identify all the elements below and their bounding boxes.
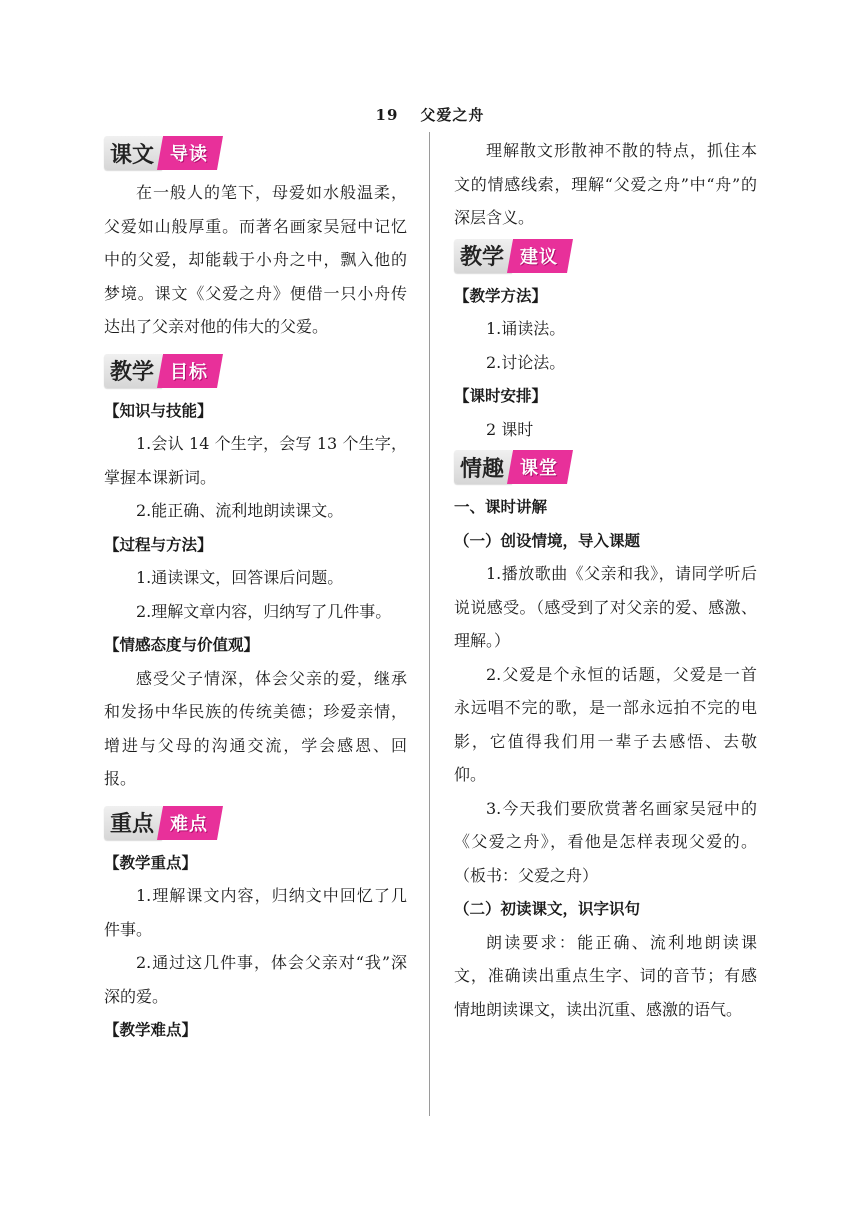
- method-item: 2.讨论法。: [486, 352, 566, 372]
- method-item: 1.诵读法。: [486, 319, 566, 338]
- badge-gray-label: 教学: [104, 354, 162, 388]
- difficulty-heading: 【教学难点】: [104, 1020, 198, 1039]
- badge-gray-label: 情趣: [454, 450, 512, 484]
- key-item: 2.通过这几件事，体会父亲对“我”深深的爱。: [104, 953, 407, 1006]
- section-heading: 一、课时讲解: [454, 497, 548, 516]
- badge-pink-label: 导读: [157, 136, 223, 170]
- badge-pink-label: 目标: [157, 354, 223, 388]
- badge-teaching-suggestion: [454, 239, 757, 273]
- badge-gray-label: 重点: [104, 806, 162, 840]
- schedule-value: 2 课时: [486, 419, 534, 439]
- step-paragraph: 1.播放歌曲《父亲和我》，请同学听后说说感受。（感受到了对父亲的爱、感激、理解。）: [454, 564, 757, 650]
- step-paragraph: 2.父爱是个永恒的话题，父爱是一首永远唱不完的歌，是一部永远拍不完的电影，它值得我们用一辈子去感悟、去敬仰。: [454, 664, 757, 784]
- badge-interesting-class: [454, 450, 757, 484]
- lesson-title: 父爱之舟: [420, 106, 485, 124]
- step-paragraph: 朗读要求：能正确、流利地朗读课文，准确读出重点生字、词的音节；有感情地朗读课文，读出沉重、感激的语气。: [454, 932, 757, 1019]
- step-heading: （二）初读课文，识字识句: [454, 899, 641, 918]
- badge-gray-label: 课文: [104, 136, 162, 170]
- guide-paragraph: 在一般人的笔下，母爱如水般温柔，父爱如山般厚重。而著名画家吴冠中记忆中的父爱，却能载于小舟之中，飘入他的梦境。课文《父爱之舟》便借一只小舟传达出了父亲对他的伟大的父爱。: [104, 183, 407, 336]
- method-heading: 【教学方法】: [454, 285, 548, 305]
- badge-teaching-goals: [104, 354, 407, 388]
- process-item: 1.通读课文，回答课后问题。: [136, 568, 344, 587]
- emotion-heading: 【情感态度与价值观】: [104, 635, 260, 654]
- lesson-number: 19: [375, 106, 399, 124]
- badge-text-guide: [104, 136, 407, 170]
- emotion-paragraph: 感受父子情深，体会父亲的爱，继承和发扬中华民族的传统美德；珍爱亲情，增进与父母的沟通交流，学会感恩、回报。: [104, 668, 407, 788]
- difficulty-paragraph: 理解散文形散神不散的特点，抓住本文的情感线索，理解“父爱之舟”中“舟”的深层含义。: [454, 141, 757, 227]
- column-divider: [429, 132, 430, 1116]
- step-paragraph: 3.今天我们要欣赏著名画家吴冠中的《父爱之舟》，看他是怎样表现父爱的。（板书：父爱之舟）: [454, 798, 757, 885]
- badge-pink-label: 难点: [157, 806, 223, 840]
- badge-gray-label: 教学: [454, 239, 512, 273]
- badge-key-difficult: [104, 806, 407, 840]
- key-heading: 【教学重点】: [104, 852, 198, 872]
- page-title: [0, 104, 860, 125]
- left-column: [104, 134, 407, 1047]
- right-column: [454, 134, 757, 1026]
- key-item: 1.理解课文内容，归纳文中回忆了几件事。: [104, 886, 407, 939]
- knowledge-item: 1.会认 14 个生字，会写 13 个生字，掌握本课新词。: [104, 434, 407, 487]
- badge-pink-label: 课堂: [507, 450, 573, 484]
- process-heading: 【过程与方法】: [104, 534, 213, 554]
- knowledge-heading: 【知识与技能】: [104, 400, 213, 420]
- process-item: 2.理解文章内容，归纳写了几件事。: [136, 601, 392, 621]
- knowledge-item: 2.能正确、流利地朗读课文。: [136, 501, 344, 520]
- schedule-heading: 【课时安排】: [454, 386, 548, 405]
- step-heading: （一）创设情境，导入课题: [454, 530, 641, 550]
- badge-pink-label: 建议: [507, 239, 573, 273]
